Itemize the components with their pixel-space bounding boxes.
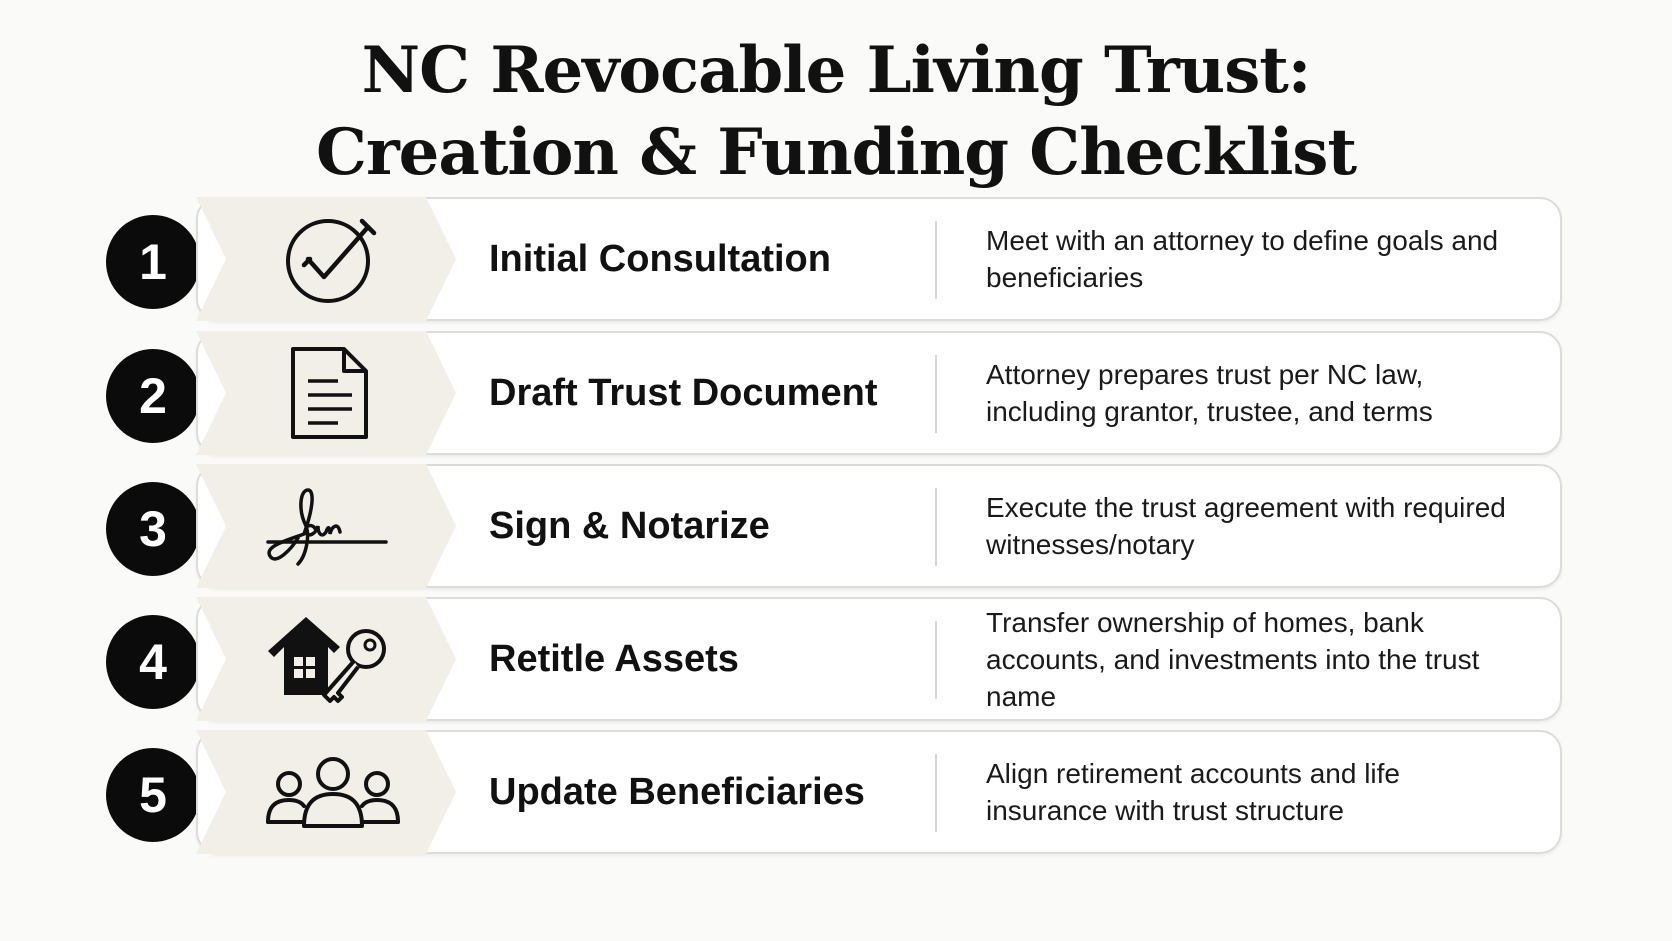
step-number-badge: 3 bbox=[106, 482, 200, 576]
checklist-step bbox=[0, 730, 1672, 857]
step-description: Transfer ownership of homes, bank accounts, and investments into the trust name bbox=[986, 606, 1480, 712]
step-divider bbox=[935, 488, 937, 566]
step-number-badge: 2 bbox=[106, 349, 200, 443]
step-description: Attorney prepares trust per NC law, including grantor, trustee, and terms bbox=[986, 359, 1433, 427]
title-line-2: Creation & Funding Checklist bbox=[316, 115, 1356, 190]
check-circle-icon bbox=[258, 209, 408, 309]
title-line-1: NC Revocable Living Trust: bbox=[361, 33, 1311, 108]
page-title bbox=[0, 30, 1672, 194]
checklist-step bbox=[0, 197, 1672, 324]
checklist-step bbox=[0, 464, 1672, 591]
step-number-badge: 4 bbox=[106, 615, 200, 709]
step-divider bbox=[935, 355, 937, 433]
step-title: Initial Consultation bbox=[489, 237, 831, 280]
step-description: Meet with an attorney to define goals and beneficiaries bbox=[986, 225, 1499, 293]
house-key-icon bbox=[258, 609, 408, 709]
checklist-step bbox=[0, 331, 1672, 458]
step-number-badge: 1 bbox=[106, 215, 200, 309]
step-description: Execute the trust agreement with required witnesses/notary bbox=[986, 492, 1506, 560]
step-title: Sign & Notarize bbox=[489, 504, 770, 547]
people-group-icon bbox=[258, 742, 408, 842]
step-title: Draft Trust Document bbox=[489, 371, 878, 414]
step-divider bbox=[935, 754, 937, 832]
step-number-badge: 5 bbox=[106, 748, 200, 842]
step-description: Align retirement accounts and life insurance with trust structure bbox=[986, 758, 1400, 826]
document-icon bbox=[258, 343, 408, 443]
step-title: Retitle Assets bbox=[489, 637, 739, 680]
step-title: Update Beneficiaries bbox=[489, 770, 865, 813]
step-divider bbox=[935, 621, 937, 699]
step-divider bbox=[935, 221, 937, 299]
signature-icon bbox=[258, 476, 408, 576]
checklist-step bbox=[0, 597, 1672, 724]
